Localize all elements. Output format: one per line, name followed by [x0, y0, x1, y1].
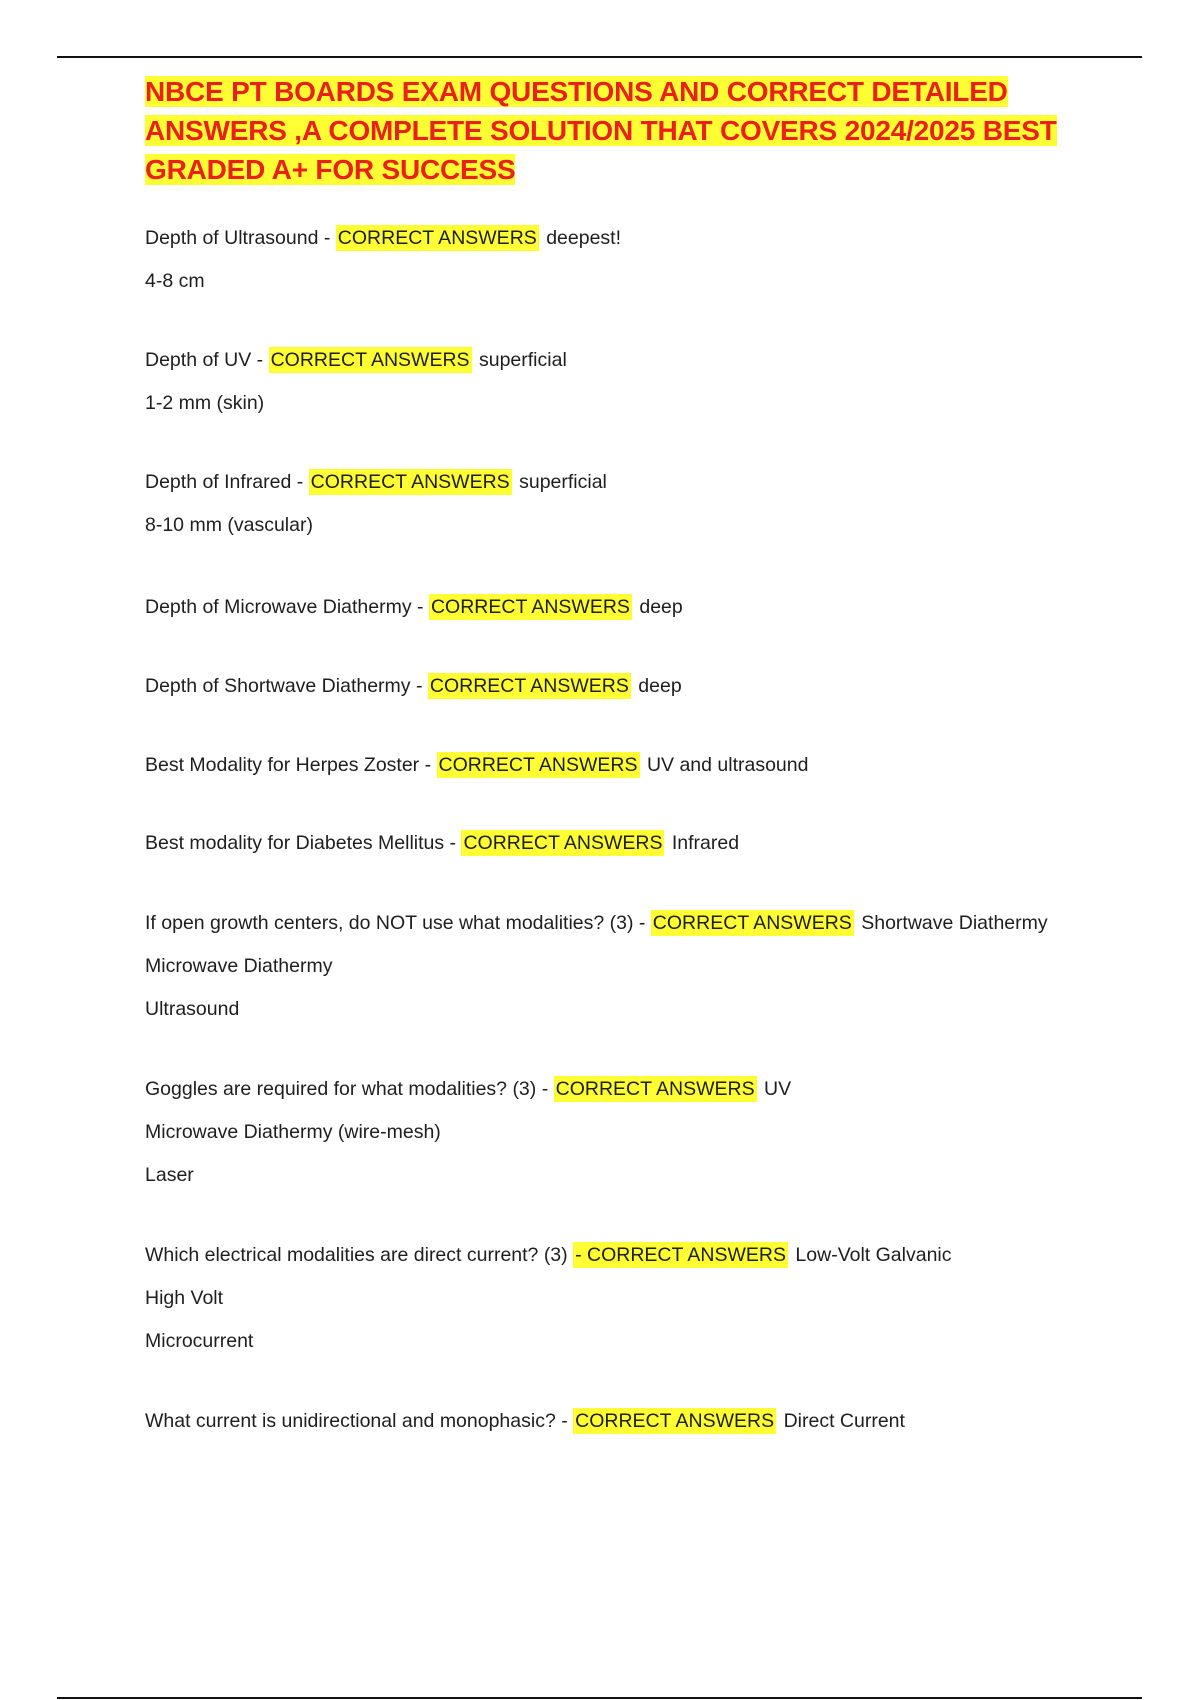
correct-answers-tag: [651, 910, 854, 936]
tag-label: CORRECT ANSWERS: [555, 1078, 755, 1100]
question-line: [145, 339, 1095, 382]
top-rule: [57, 56, 1142, 58]
question-text: What current is unidirectional and monophasic? -: [145, 1410, 568, 1432]
question-text: If open growth centers, do NOT use what modalities? (3) -: [145, 912, 646, 934]
question-text: Best modality for Diabetes Mellitus -: [145, 832, 457, 854]
qa-item: [145, 1234, 1095, 1363]
tag-label: CORRECT ANSWERS: [652, 912, 852, 934]
question-text: Depth of Shortwave Diathermy -: [145, 675, 423, 697]
question-text: Depth of Ultrasound -: [145, 227, 331, 249]
answer-text: Direct Current: [783, 1410, 905, 1432]
question-text: Best Modality for Herpes Zoster -: [145, 754, 432, 776]
answer-text: superficial: [478, 349, 567, 371]
title-line: NBCE PT BOARDS EXAM QUESTIONS AND CORRECT DETAILED: [145, 76, 1008, 107]
correct-answers-tag: [554, 1076, 757, 1102]
bottom-rule: [57, 1697, 1142, 1699]
correct-answers-tag: [437, 752, 640, 778]
tag-label: CORRECT ANSWERS: [430, 596, 630, 618]
answer-text: Low-Volt Galvanic: [795, 1244, 952, 1266]
correct-answers-tag: [573, 1242, 788, 1268]
question-line: [145, 586, 1095, 629]
tag-label: CORRECT ANSWERS: [438, 754, 638, 776]
qa-item: [145, 1400, 1095, 1443]
question-text: Depth of UV -: [145, 349, 264, 371]
question-line: [145, 822, 1095, 865]
document-body: [145, 72, 1095, 1443]
correct-answers-tag: [309, 469, 512, 495]
correct-answers-tag: [461, 830, 664, 856]
answer-text: deep: [638, 675, 682, 697]
correct-answers-tag: [429, 594, 632, 620]
qa-item: [145, 339, 1095, 425]
title-line: GRADED A+ FOR SUCCESS: [145, 154, 516, 185]
answer-continuation: 4-8 cm: [145, 270, 205, 292]
question-line: [145, 902, 1095, 945]
qa-item: [145, 461, 1095, 547]
question-text: Goggles are required for what modalities? (3) -: [145, 1078, 549, 1100]
qa-item: [145, 902, 1095, 1031]
answer-text: UV: [764, 1078, 792, 1100]
question-text: Which electrical modalities are direct current? (3): [145, 1244, 568, 1266]
answer-text: Shortwave Diathermy: [861, 912, 1048, 934]
tag-prefix: -: [575, 1244, 587, 1266]
answer-text: UV and ultrasound: [646, 754, 809, 776]
question-line: [145, 1400, 1095, 1443]
question-line: [145, 744, 1095, 787]
document-title: [145, 72, 1095, 189]
question-line: [145, 217, 1095, 260]
answer-text: Infrared: [671, 832, 740, 854]
answer-continuation: Microcurrent: [145, 1330, 254, 1352]
answer-text: deepest!: [546, 227, 622, 249]
tag-label: CORRECT ANSWERS: [575, 1410, 775, 1432]
answer-continuation: Ultrasound: [145, 998, 240, 1020]
tag-label: CORRECT ANSWERS: [310, 471, 510, 493]
qa-item: [145, 744, 1095, 787]
question-line: [145, 665, 1095, 708]
correct-answers-tag: [428, 673, 631, 699]
correct-answers-tag: [573, 1408, 776, 1434]
question-text: Depth of Microwave Diathermy -: [145, 596, 424, 618]
tag-label: CORRECT ANSWERS: [587, 1244, 786, 1266]
tag-label: CORRECT ANSWERS: [270, 349, 470, 371]
qa-item: [145, 217, 1095, 303]
qa-item: [145, 1068, 1095, 1197]
answer-continuation: 1-2 mm (skin): [145, 392, 265, 414]
correct-answers-tag: [336, 225, 539, 251]
answer-continuation: Microwave Diathermy (wire-mesh): [145, 1121, 441, 1143]
question-line: [145, 1234, 1095, 1277]
qa-list: [145, 217, 1095, 1443]
answer-text: superficial: [519, 471, 607, 493]
question-line: [145, 461, 1095, 504]
tag-label: CORRECT ANSWERS: [429, 675, 629, 697]
qa-item: [145, 822, 1095, 865]
qa-item: [145, 665, 1095, 708]
answer-continuation: High Volt: [145, 1287, 224, 1309]
question-text: Depth of Infrared -: [145, 471, 304, 493]
answer-continuation: 8-10 mm (vascular): [145, 514, 313, 536]
question-line: [145, 1068, 1095, 1111]
answer-continuation: Laser: [145, 1164, 194, 1186]
answer-continuation: Microwave Diathermy: [145, 955, 333, 977]
correct-answers-tag: [269, 347, 472, 373]
title-line: ANSWERS ,A COMPLETE SOLUTION THAT COVERS 2024/2025 BEST: [145, 115, 1057, 146]
answer-text: deep: [639, 596, 683, 618]
qa-item: [145, 586, 1095, 629]
tag-label: CORRECT ANSWERS: [463, 832, 663, 854]
tag-label: CORRECT ANSWERS: [337, 227, 537, 249]
